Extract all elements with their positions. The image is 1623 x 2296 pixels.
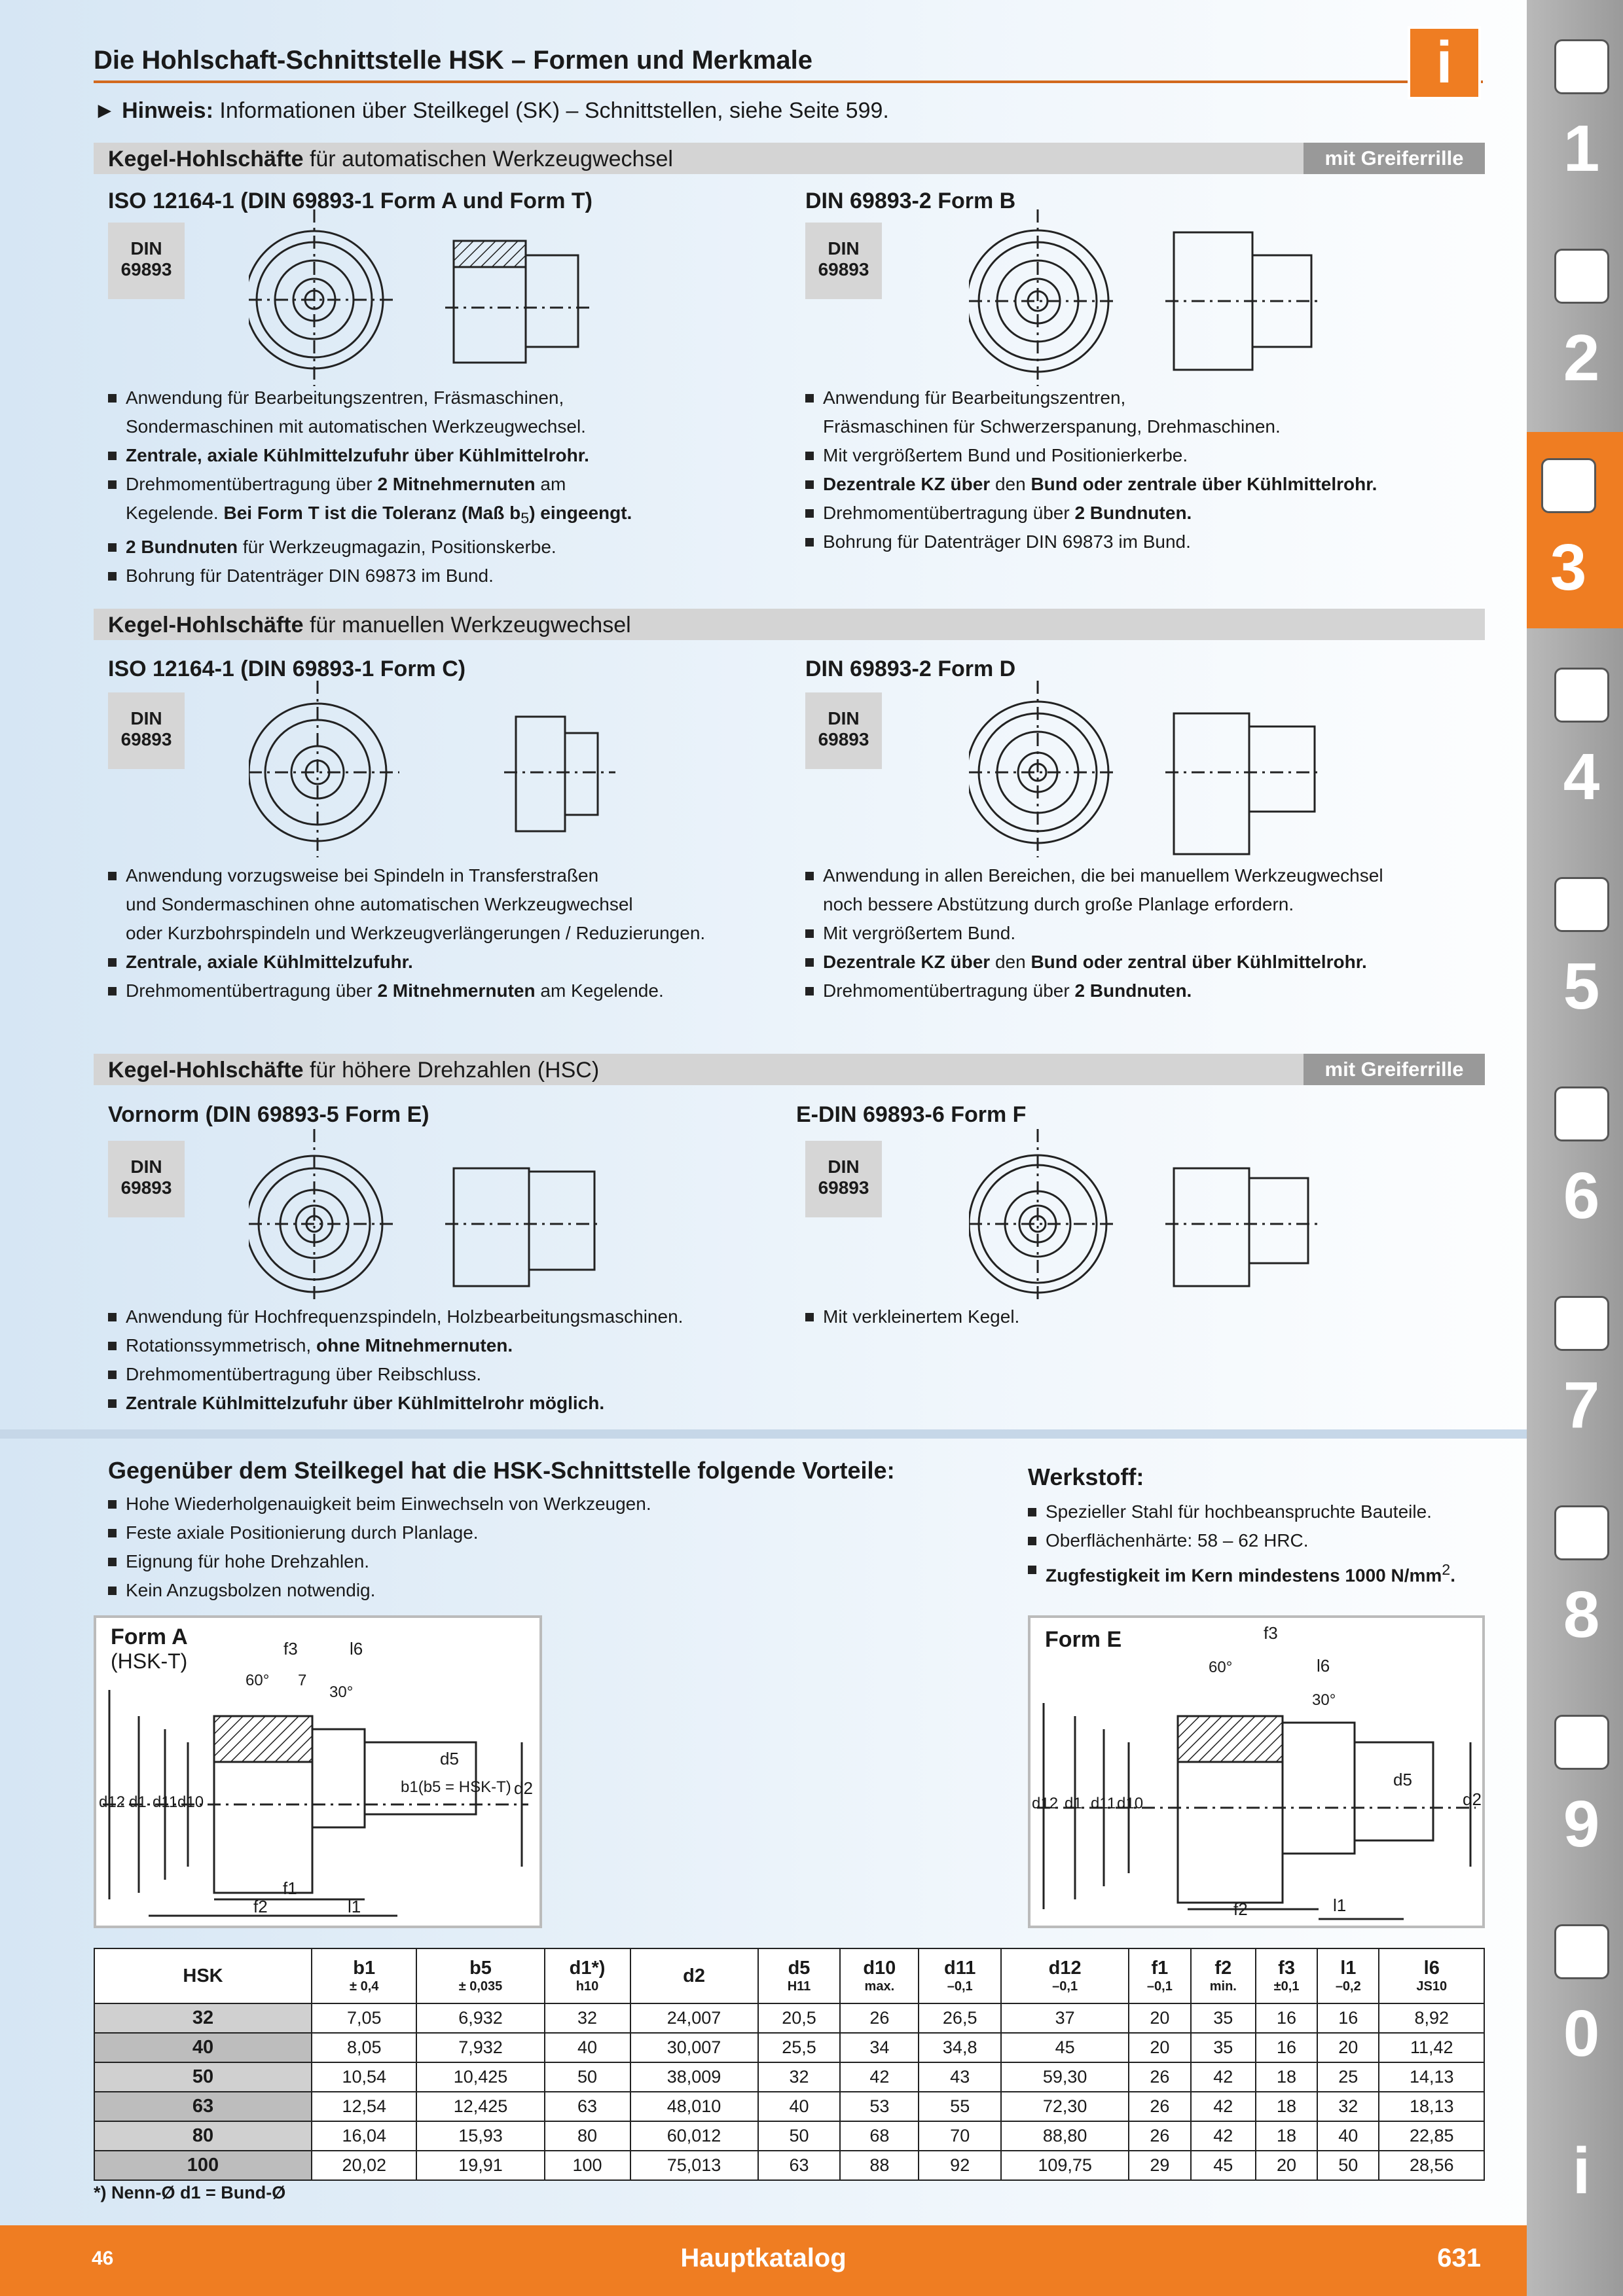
table-cell: 63 [94, 2092, 312, 2121]
chapter-icon [1554, 39, 1609, 94]
table-cell: 14,13 [1379, 2062, 1484, 2092]
table-footnote: *) Nenn-Ø d1 = Bund-Ø [94, 2183, 286, 2202]
dim-d5: d5 [1393, 1770, 1412, 1789]
table-cell: 45 [1191, 2151, 1256, 2180]
greiferrille-badge: mit Greiferrille [1304, 1054, 1485, 1085]
dim-d1: d1 [1065, 1795, 1082, 1812]
table-cell: 42 [1191, 2121, 1256, 2151]
form-a-subtitle: (HSK-T) [111, 1649, 188, 1673]
table-cell: 20,5 [758, 2003, 841, 2033]
dim-7: 7 [298, 1672, 307, 1689]
greiferrille-badge: mit Greiferrille [1304, 143, 1485, 174]
table-cell: 18,13 [1379, 2092, 1484, 2121]
table-cell: 50 [1317, 2151, 1379, 2180]
page-number: 631 [1437, 2244, 1481, 2272]
list-item: Spezieller Stahl für hochbeanspruchte Bauteile. [1028, 1498, 1486, 1526]
table-cell: 20 [1129, 2003, 1190, 2033]
table-row [94, 2003, 1484, 2033]
list-item: Mit vergrößertem Bund und Positionierkerbe. [805, 441, 1460, 470]
list-item: Anwendung vorzugsweise bei Spindeln in Transferstraßen [108, 861, 802, 890]
table-cell: 63 [545, 2092, 630, 2121]
list-item: Kegelende. Bei Form T ist die Toleranz (Maß $b_5$) eingeengt. [126, 503, 632, 527]
section-rest: für höhere Drehzahlen (HSC) [303, 1058, 600, 1083]
list-item: und Sondermaschinen ohne automatischen Werkzeugwechsel [126, 894, 633, 914]
table-cell: 7,05 [312, 2003, 416, 2033]
info-glyph: i [1572, 2134, 1591, 2208]
table-cell: 26,5 [919, 2003, 1001, 2033]
table-cell: 38,009 [630, 2062, 758, 2092]
section-bar-hsc [94, 1054, 1485, 1085]
list-item: Zentrale, axiale Kühlmittelzufuhr über Kühlmittelrohr. [108, 441, 763, 470]
dim-d12: d12 [99, 1793, 126, 1811]
lower-divider [0, 1429, 1527, 1439]
table-cell: 109,75 [1001, 2151, 1129, 2180]
table-cell: 32 [94, 2003, 312, 2033]
list-item: Feste axiale Positionierung durch Planlage. [108, 1518, 959, 1547]
chapter-icon [1554, 1296, 1609, 1351]
table-cell: 50 [758, 2121, 841, 2151]
dim-f1: f1 [283, 1878, 297, 1898]
chapter-number: 9 [1563, 1787, 1600, 1861]
block-b2-list [805, 861, 1499, 1005]
table-cell: 11,42 [1379, 2033, 1484, 2062]
page-title: Die Hohlschaft-Schnittstelle HSK – Formen und Merkmale [94, 46, 812, 75]
table-cell: 19,91 [416, 2151, 544, 2180]
list-item: Mit vergrößertem Bund. [805, 919, 1499, 948]
table-cell: 40 [94, 2033, 312, 2062]
table-row [94, 2033, 1484, 2062]
chapter-tab-8[interactable] [1540, 1479, 1623, 1676]
table-cell: 75,013 [630, 2151, 758, 2180]
table-cell: 37 [1001, 2003, 1129, 2033]
chapter-icon [1554, 1924, 1609, 1979]
table-cell: 80 [545, 2121, 630, 2151]
chapter-number: 7 [1563, 1369, 1600, 1442]
list-item: Anwendung für Bearbeitungszentren, [805, 384, 1460, 412]
chapter-tab-3[interactable] [1527, 432, 1623, 628]
table-cell: 34,8 [919, 2033, 1001, 2062]
chapter-number: 6 [1563, 1159, 1600, 1232]
table-cell: 30,007 [630, 2033, 758, 2062]
chapter-tab-2[interactable] [1540, 223, 1623, 419]
table-cell: 24,007 [630, 2003, 758, 2033]
hinweis-line [94, 98, 889, 124]
table-cell: 6,932 [416, 2003, 544, 2033]
column-header: d11 –0,1 [919, 1948, 1001, 2003]
column-header: d2 [630, 1948, 758, 2003]
table-cell: 50 [94, 2062, 312, 2092]
table-cell: 63 [758, 2151, 841, 2180]
dim-f2: f2 [253, 1897, 268, 1916]
column-header: b1 ± 0,4 [312, 1948, 416, 2003]
dim-l1: l1 [1333, 1895, 1347, 1915]
table-cell: 26 [1129, 2092, 1190, 2121]
table-cell: 34 [840, 2033, 919, 2062]
table-cell: 32 [545, 2003, 630, 2033]
chapter-tab-info[interactable] [1540, 2127, 1623, 2219]
form-f-drawing [969, 1129, 1362, 1306]
chapter-icon [1554, 668, 1609, 723]
table-cell: 22,85 [1379, 2121, 1484, 2151]
table-cell: 8,05 [312, 2033, 416, 2062]
table-cell: 70 [919, 2121, 1001, 2151]
block-b2-title: DIN 69893-2 Form D [805, 656, 1016, 681]
table-cell: 48,010 [630, 2092, 758, 2121]
section-rest: für manuellen Werkzeugwechsel [303, 613, 631, 637]
table-cell: 42 [1191, 2092, 1256, 2121]
table-cell: 92 [919, 2151, 1001, 2180]
table-cell: 50 [545, 2062, 630, 2092]
form-d-drawing [969, 681, 1362, 864]
list-item: Anwendung für Bearbeitungszentren, Fräsmaschinen, [108, 384, 763, 412]
list-item: Drehmomentübertragung über 2 Bundnuten. [805, 977, 1499, 1005]
list-item: Rotationssymmetrisch, ohne Mitnehmernuten. [108, 1331, 802, 1360]
column-header: d10 max. [840, 1948, 919, 2003]
chapter-icon [1554, 1086, 1609, 1141]
list-item: Sondermaschinen mit automatischen Werkzeugwechsel. [126, 416, 586, 437]
dim-d5: d5 [440, 1749, 459, 1768]
chapter-tab-1[interactable] [1540, 13, 1623, 209]
table-cell: 18 [1256, 2121, 1317, 2151]
section-rest: für automatischen Werkzeugwechsel [303, 147, 673, 171]
list-item: Hohe Wiederholgenauigkeit beim Einwechseln von Werkzeugen. [108, 1490, 959, 1518]
table-cell: 12,54 [312, 2092, 416, 2121]
list-item: Drehmomentübertragung über 2 Bundnuten. [805, 499, 1460, 528]
chapter-number: 5 [1563, 950, 1600, 1023]
form-e-title: Form E [1045, 1627, 1122, 1652]
table-cell: 100 [94, 2151, 312, 2180]
table-cell: 26 [840, 2003, 919, 2033]
table-cell: 72,30 [1001, 2092, 1129, 2121]
column-header: d1*) h10 [545, 1948, 630, 2003]
advantages-list [108, 1490, 959, 1605]
table-cell: 40 [758, 2092, 841, 2121]
dim-d11: d11 [1091, 1795, 1116, 1812]
chapter-tab-4[interactable] [1540, 641, 1623, 838]
form-e-box [1028, 1615, 1485, 1928]
section-bar-automatic [94, 143, 1485, 174]
column-header: f1 –0,1 [1129, 1948, 1190, 2003]
werkstoff-list [1028, 1498, 1486, 1590]
dim-d12: d12 [1032, 1795, 1059, 1812]
list-item: 2 Bundnuten für Werkzeugmagazin, Positionskerbe. [108, 533, 763, 562]
table-cell: 10,54 [312, 2062, 416, 2092]
advantages-title: Gegenüber dem Steilkegel hat die HSK-Schnittstelle folgende Vorteile: [108, 1457, 895, 1484]
table-cell: 16 [1317, 2003, 1379, 2033]
list-item: Bohrung für Datenträger DIN 69873 im Bund. [108, 562, 763, 590]
form-a-drawing [249, 209, 615, 393]
dim-60: 60° [1209, 1659, 1233, 1676]
chapter-sidebar [1527, 0, 1623, 2296]
column-header: d12 –0,1 [1001, 1948, 1129, 2003]
table-cell: 28,56 [1379, 2151, 1484, 2180]
table-cell: 60,012 [630, 2121, 758, 2151]
dim-60: 60° [246, 1672, 270, 1689]
form-b-drawing [969, 209, 1362, 393]
table-cell: 43 [919, 2062, 1001, 2092]
block-b1-list [108, 861, 802, 1005]
din-badge: DIN 69893 [108, 1141, 185, 1217]
footer [0, 2225, 1527, 2296]
form-e-drawing [249, 1129, 642, 1306]
din-badge: DIN 69893 [108, 223, 185, 299]
table-cell: 53 [840, 2092, 919, 2121]
dim-l1: l1 [348, 1897, 361, 1916]
list-item: Fräsmaschinen für Schwerzerspanung, Drehmaschinen. [823, 416, 1281, 437]
hinweis-label: Hinweis: [122, 98, 213, 123]
form-c-drawing [249, 681, 642, 864]
chapter-icon [1554, 877, 1609, 932]
table-cell: 15,93 [416, 2121, 544, 2151]
footer-left: 46 [92, 2248, 114, 2269]
table-row [94, 2092, 1484, 2121]
column-header: l6 JS10 [1379, 1948, 1484, 2003]
chapter-tab-5[interactable] [1540, 851, 1623, 1047]
table-cell: 20 [1129, 2033, 1190, 2062]
table-row [94, 2121, 1484, 2151]
table-cell: 26 [1129, 2062, 1190, 2092]
table-header-row [94, 1948, 1484, 2003]
list-item: oder Kurzbohrspindeln und Werkzeugverlängerungen / Reduzierungen. [126, 923, 706, 943]
list-item: Eignung für hohe Drehzahlen. [108, 1547, 959, 1576]
list-item: Dezentrale KZ über den Bund oder zentrale über Kühlmittelrohr. [805, 470, 1460, 499]
block-c1-title: Vornorm (DIN 69893-5 Form E) [108, 1102, 429, 1127]
dim-d11: d11 [153, 1793, 178, 1811]
table-cell: 32 [1317, 2092, 1379, 2121]
table-cell: 32 [758, 2062, 841, 2092]
table-cell: 42 [1191, 2062, 1256, 2092]
list-item: Drehmomentübertragung über 2 Mitnehmernuten am Kegelende. [108, 977, 802, 1005]
block-c2-title: E-DIN 69893-6 Form F [796, 1102, 1027, 1127]
din-badge: DIN 69893 [108, 692, 185, 769]
table-cell: 40 [545, 2033, 630, 2062]
column-header: d5 H11 [758, 1948, 841, 2003]
dim-f2: f2 [1233, 1899, 1248, 1919]
list-item: Drehmomentübertragung über Reibschluss. [108, 1360, 802, 1389]
dim-d2: d2 [1463, 1789, 1482, 1809]
chapter-number: 0 [1563, 1997, 1600, 2070]
table-cell: 16 [1256, 2003, 1317, 2033]
table-cell: 29 [1129, 2151, 1190, 2180]
list-item: Bohrung für Datenträger DIN 69873 im Bund. [805, 528, 1460, 556]
table-cell: 80 [94, 2121, 312, 2151]
section-bold: Kegel-Hohlschäfte [108, 613, 304, 637]
form-a-box [94, 1615, 542, 1928]
info-icon-glyph: i [1436, 30, 1453, 96]
table-cell: 18 [1256, 2092, 1317, 2121]
column-header: b5 ± 0,035 [416, 1948, 544, 2003]
dim-30: 30° [1312, 1691, 1336, 1709]
list-item: Zentrale Kühlmittelzufuhr über Kühlmittelrohr möglich. [108, 1389, 802, 1418]
block-a2-list [805, 384, 1460, 556]
chapter-number: 1 [1563, 112, 1600, 185]
table-cell: 16 [1256, 2033, 1317, 2062]
info-icon [1408, 26, 1481, 99]
table-cell: 35 [1191, 2033, 1256, 2062]
column-header: HSK [94, 1948, 312, 2003]
hinweis-text: Informationen über Steilkegel (SK) – Schnittstellen, siehe Seite 599. [213, 98, 889, 123]
table-cell: 88,80 [1001, 2121, 1129, 2151]
din-badge: DIN 69893 [805, 1141, 882, 1217]
table-cell: 12,425 [416, 2092, 544, 2121]
dim-30: 30° [329, 1683, 354, 1701]
list-item: Zugfestigkeit im Kern mindestens 1000 $N/mm^2$. [1028, 1555, 1486, 1590]
table-cell: 35 [1191, 2003, 1256, 2033]
chapter-tab-0[interactable] [1540, 1898, 1623, 2094]
block-c2-list [805, 1302, 1460, 1331]
dim-l6: l6 [1317, 1656, 1330, 1676]
chapter-number: 8 [1563, 1578, 1600, 1651]
table-cell: 45 [1001, 2033, 1129, 2062]
table-cell: 16,04 [312, 2121, 416, 2151]
dim-d2: d2 [514, 1778, 533, 1798]
table-cell: 100 [545, 2151, 630, 2180]
table-cell: 25 [1317, 2062, 1379, 2092]
table-cell: 20 [1256, 2151, 1317, 2180]
list-item: Kein Anzugsbolzen notwendig. [108, 1576, 959, 1605]
chapter-icon [1541, 458, 1596, 513]
chapter-tab-9[interactable] [1540, 1689, 1623, 1885]
chapter-tab-7[interactable] [1540, 1270, 1623, 1466]
dim-d10: d10 [177, 1793, 204, 1811]
table-cell: 26 [1129, 2121, 1190, 2151]
table-cell: 20 [1317, 2033, 1379, 2062]
chapter-icon [1554, 1505, 1609, 1560]
footer-center: Hauptkatalog [680, 2244, 847, 2272]
list-item: Drehmomentübertragung über 2 Mitnehmernuten am [108, 470, 763, 499]
table-cell: 20,02 [312, 2151, 416, 2180]
table-cell: 55 [919, 2092, 1001, 2121]
werkstoff-title: Werkstoff: [1028, 1463, 1144, 1490]
hsk-dimension-table [94, 1948, 1485, 2181]
section-bar-manual [94, 609, 1485, 640]
block-a1-list [108, 384, 763, 590]
chapter-icon [1554, 249, 1609, 304]
dim-f3: f3 [1264, 1623, 1278, 1643]
section-bold: Kegel-Hohlschäfte [108, 147, 304, 171]
dim-b1: b1(b5 = HSK-T) [401, 1778, 511, 1796]
table-cell: 7,932 [416, 2033, 544, 2062]
section-bold: Kegel-Hohlschäfte [108, 1058, 304, 1083]
table-cell: 68 [840, 2121, 919, 2151]
chapter-tab-6[interactable] [1540, 1060, 1623, 1257]
table-row [94, 2062, 1484, 2092]
din-badge: DIN 69893 [805, 692, 882, 769]
column-header: f3 ±0,1 [1256, 1948, 1317, 2003]
block-a2-title: DIN 69893-2 Form B [805, 188, 1016, 213]
dim-l6: l6 [350, 1639, 363, 1659]
chapter-number: 2 [1563, 321, 1600, 395]
table-cell: 42 [840, 2062, 919, 2092]
dim-d1: d1 [129, 1793, 147, 1811]
block-c1-list [108, 1302, 802, 1418]
table-cell: 18 [1256, 2062, 1317, 2092]
list-item: Dezentrale KZ über den Bund oder zentral über Kühlmittelrohr. [805, 948, 1499, 977]
din-badge: DIN 69893 [805, 223, 882, 299]
table-cell: 40 [1317, 2121, 1379, 2151]
column-header: l1 –0,2 [1317, 1948, 1379, 2003]
list-item: Anwendung für Hochfrequenzspindeln, Holzbearbeitungsmaschinen. [108, 1302, 802, 1331]
list-item: Anwendung in allen Bereichen, die bei manuellem Werkzeugwechsel [805, 861, 1499, 890]
table-cell: 59,30 [1001, 2062, 1129, 2092]
table-cell: 88 [840, 2151, 919, 2180]
list-item: Mit verkleinertem Kegel. [805, 1302, 1460, 1331]
table-cell: 25,5 [758, 2033, 841, 2062]
chapter-icon [1554, 1715, 1609, 1770]
table-cell: 10,425 [416, 2062, 544, 2092]
column-header: f2 min. [1191, 1948, 1256, 2003]
dim-d10: d10 [1117, 1795, 1144, 1812]
chapter-number: 3 [1550, 531, 1587, 604]
title-rule [94, 81, 1483, 83]
hinweis-arrow: ► [94, 98, 116, 123]
dim-f3: f3 [283, 1639, 298, 1659]
block-a1-title: ISO 12164-1 (DIN 69893-1 Form A und Form T) [108, 188, 593, 213]
list-item: noch bessere Abstützung durch große Planlage erfordern. [823, 894, 1294, 914]
chapter-number: 4 [1563, 740, 1600, 814]
block-b1-title: ISO 12164-1 (DIN 69893-1 Form C) [108, 656, 466, 681]
list-item: Oberflächenhärte: 58 – 62 HRC. [1028, 1526, 1486, 1555]
table-cell: 8,92 [1379, 2003, 1484, 2033]
form-a-title: Form A [111, 1624, 188, 1649]
list-item: Zentrale, axiale Kühlmittelzufuhr. [108, 948, 802, 977]
table-row [94, 2151, 1484, 2180]
